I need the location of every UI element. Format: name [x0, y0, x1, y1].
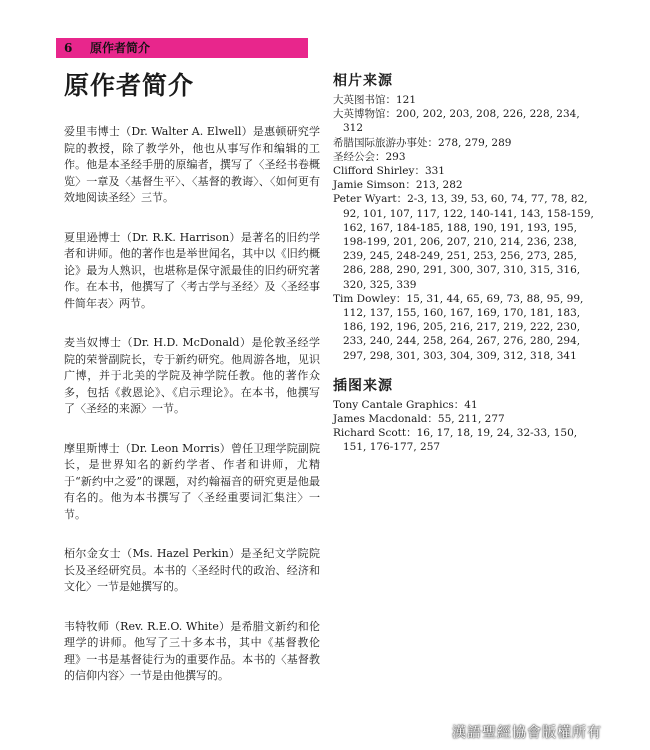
illustration-credit-item: James Macdonald：55, 211, 277: [333, 413, 505, 426]
author-bio-mcdonald: 麦当奴博士（Dr. H.D. McDonald）是伦敦圣经学院的荣誉副院长，专于新约研究。他周游各地，见识广博，并于北美的学院及神学院任教。他的著作众多，包括《救恩论》、《启示理论》。在本书，他撰写了〈圣经的来源〉一节。: [64, 336, 320, 415]
photo-credit-item: Jamie Simson：213, 282: [333, 179, 463, 192]
illustration-credit-item: Tony Cantale Graphics：41: [333, 398, 478, 411]
author-bio-perkin: 栢尔金女士（Ms. Hazel Perkin）是圣纪文学院院长及圣经研究员。本书的〈圣经时代的政治、经济和文化〉一节是她撰写的。: [64, 547, 320, 593]
running-header-title: 原作者简介: [90, 41, 151, 55]
photo-credit-item: Peter Wyart：2-3, 13, 39, 53, 60, 74, 77, 78, 82, 92, 101, 107, 117, 122, 140-141, 143, 158-159, 162, 167, 184-185, 188, 190, 191, 193, 195, 198-199, 201, 206, 207, 210, 214, 236, 238, 239, 245, 248-249, 251, 253, 256, 273, 285, 286, 288, 290, 291, 300, 307, 310, 315, 316, 320, 325, 339: [333, 193, 594, 291]
photo-credit-item: 希腊国际旅游办事处：278, 279, 289: [333, 136, 512, 149]
photo-credit-item: Tim Dowley：15, 31, 44, 65, 69, 73, 88, 95, 99, 112, 137, 155, 160, 167, 169, 170, 181, 183, 186, 192, 196, 205, 216, 217, 219, 222, 230, 233, 240, 244, 258, 264, 267, 276, 280, 294, 297, 298, 301, 303, 304, 309, 312, 318, 341: [333, 292, 584, 362]
author-bio-harrison: 夏里逊博士（Dr. R.K. Harrison）是著名的旧约学者和讲师。他的著作也是举世闻名，其中以《旧约概论》最为人熟识，也堪称是保守派最佳的旧约研究著作。在本书，他撰写了〈考古学与圣经〉及〈圣经事件简年表〉两节。: [64, 230, 320, 310]
copyright-watermark: 漢語聖經協會版權所有: [452, 725, 602, 741]
photo-credits-heading: 相片来源: [333, 73, 393, 89]
photo-credit-item: Clifford Shirley：331: [333, 165, 445, 178]
author-bio-elwell: 爱里韦博士（Dr. Walter A. Elwell）是惠顿研究学院的教授，除了教学外，他也从事写作和编辑的工作。他是本圣经手册的原编者，撰写了〈圣经书卷概览〉一章及〈基督生平〉、〈基督的教诲〉、〈如何更有效地阅读圣经〉三节。: [64, 125, 320, 204]
section-spacer: [333, 363, 595, 375]
photo-credit-item: 大英图书馆：121: [333, 94, 417, 106]
photo-credit-item: 圣经公会：293: [333, 150, 406, 163]
illustration-credits-heading: 插图来源: [333, 377, 393, 394]
author-bio-white: 韦特牧师（Rev. R.E.O. White）是希腊文新约和伦理学的讲师。他写了三十多本书，其中《基督教伦理》一书是基督徒行为的重要作品。本书的〈基督教的信仰内容〉一节是由他撰写的。: [64, 619, 320, 682]
running-header: [56, 38, 308, 58]
photo-credit-item: 大英博物馆：200, 202, 203, 208, 226, 228, 234, 312: [333, 108, 580, 135]
page-number: 6: [64, 41, 73, 55]
author-bio-morris: 摩里斯博士（Dr. Leon Morris）曾任卫理学院副院长，是世界知名的新约学者、作者和讲师，尤精于“新约中之爱”的课题，对约翰福音的研究更是他最有名的。他为本书撰写了〈圣经重要词汇集注〉一节。: [64, 441, 320, 521]
page-title: 原作者简介: [64, 71, 195, 100]
credits-column: [333, 70, 595, 455]
author-bios: [64, 124, 320, 708]
illustration-credit-item: Richard Scott：16, 17, 18, 19, 24, 32-33, 150, 151, 176-177, 257: [333, 427, 578, 454]
